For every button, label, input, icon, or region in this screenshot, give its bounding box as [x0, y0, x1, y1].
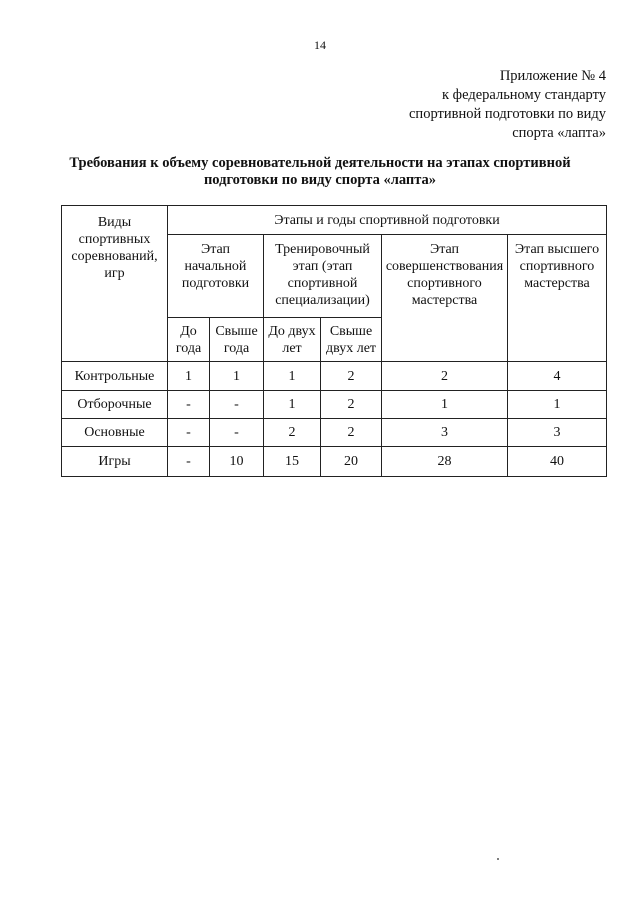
table-cell: 2 — [321, 362, 382, 391]
scan-speck — [497, 858, 499, 860]
appendix-line: спорта «лапта» — [512, 125, 606, 141]
table-cell: 2 — [382, 362, 508, 391]
table-cell: 28 — [382, 447, 508, 477]
requirements-table — [61, 205, 607, 477]
document-title — [40, 155, 600, 189]
table-row — [62, 447, 607, 477]
table-cell: 3 — [382, 419, 508, 447]
header-stages: Этапы и годы спортивной подготовки — [168, 206, 607, 235]
title-line: Требования к объему соревновательной деятельности на этапах спортивной — [69, 155, 571, 171]
table-row — [62, 419, 607, 447]
table-row — [62, 391, 607, 419]
table-cell: 1 — [382, 391, 508, 419]
subheader-over-year: Свыше года — [210, 318, 264, 362]
table-cell: 1 — [508, 391, 607, 419]
subheader-over-two-years: Свыше двух лет — [321, 318, 382, 362]
row-label: Основные — [62, 419, 168, 447]
table-cell: - — [168, 391, 210, 419]
table-cell: 1 — [264, 391, 321, 419]
subheader-up-to-year: До года — [168, 318, 210, 362]
header-stage-training: Тренировочный этап (этап спортивной специализации) — [264, 235, 382, 318]
table-cell: 4 — [508, 362, 607, 391]
header-stage-initial: Этап начальной подготовки — [168, 235, 264, 318]
table-cell: 2 — [321, 391, 382, 419]
table-cell: 2 — [264, 419, 321, 447]
appendix-block — [409, 67, 606, 143]
table-cell: 10 — [210, 447, 264, 477]
header-competition-types: Виды спортивных соревнований, игр — [62, 206, 168, 362]
row-label: Контрольные — [62, 362, 168, 391]
page-number: 14 — [314, 38, 326, 52]
table-cell: - — [210, 419, 264, 447]
table-cell: 1 — [264, 362, 321, 391]
table-cell: 40 — [508, 447, 607, 477]
table-cell: 15 — [264, 447, 321, 477]
table-cell: - — [210, 391, 264, 419]
header-stage-higher: Этап высшего спортивного мастерства — [508, 235, 607, 362]
title-line: подготовки по виду спорта «лапта» — [203, 172, 437, 188]
header-stage-improvement: Этап совершенствования спортивного мастерства — [382, 235, 508, 362]
row-label: Отборочные — [62, 391, 168, 419]
table-cell: - — [168, 447, 210, 477]
table-cell: - — [168, 419, 210, 447]
appendix-line: Приложение № 4 — [499, 68, 606, 84]
table-cell: 3 — [508, 419, 607, 447]
row-label: Игры — [62, 447, 168, 477]
table-cell: 1 — [210, 362, 264, 391]
subheader-up-to-two-years: До двух лет — [264, 318, 321, 362]
table-cell: 20 — [321, 447, 382, 477]
table-row — [62, 362, 607, 391]
table-cell: 2 — [321, 419, 382, 447]
appendix-line: спортивной подготовки по виду — [409, 106, 606, 122]
appendix-line: к федеральному стандарту — [442, 87, 606, 103]
table-cell: 1 — [168, 362, 210, 391]
